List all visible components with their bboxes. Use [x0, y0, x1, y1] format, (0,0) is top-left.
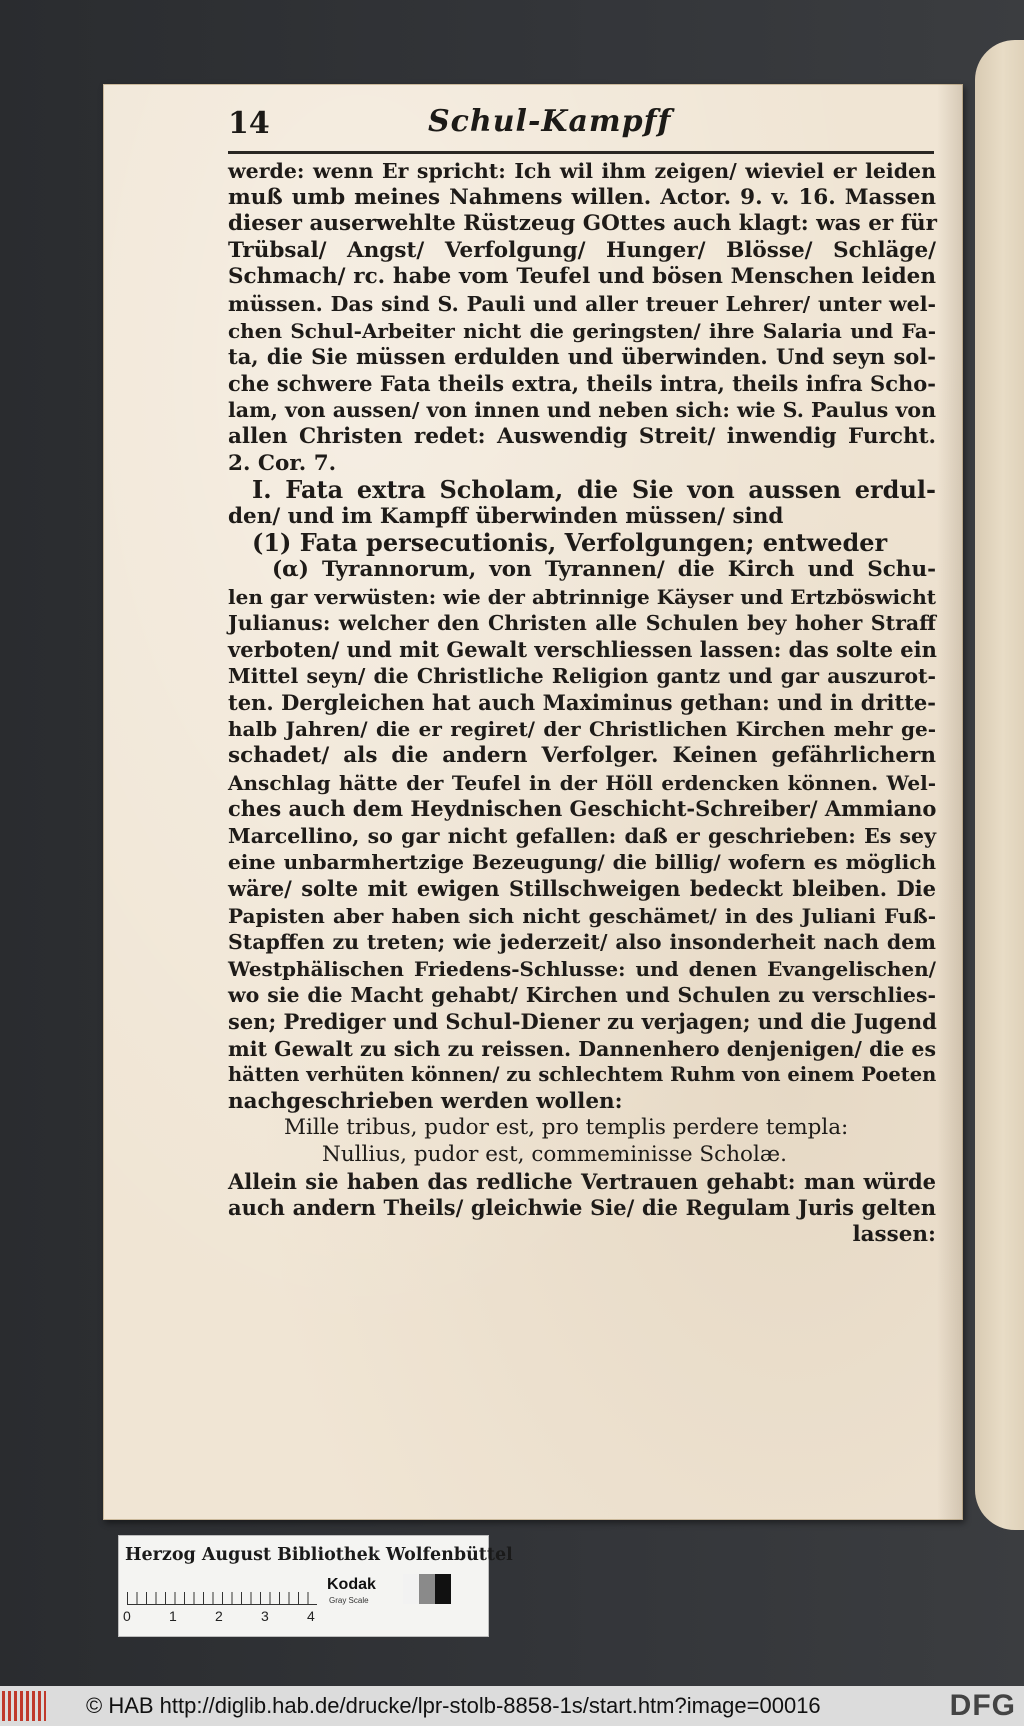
text-line: ten. Dergleichen hat auch Maximinus gethan: und in dritte- [228, 689, 936, 715]
text-line: (α) Tyrannorum, von Tyrannen/ die Kirch und Schu- [272, 556, 936, 582]
text-line: 2. Cor. 7. [228, 450, 337, 476]
text-line: Mittel seyn/ die Christliche Religion gantz und gar auszurot- [228, 664, 936, 689]
text-line: Mille tribus, pudor est, pro templis perdere templa: [284, 1115, 849, 1141]
gray-patch [435, 1574, 451, 1604]
text-line: hätten verhüten können/ zu schlechtem Ruhm von einem Poeten [228, 1063, 937, 1087]
text-line: Westphälischen Friedens-Schlusse: und denen Evangelischen/ [228, 956, 936, 981]
footer-bar [0, 1686, 1024, 1726]
text-line: ta, die Sie müssen erdulden und überwinden. Und seyn sol- [228, 344, 936, 370]
dfg-logo: DFG [949, 1689, 1016, 1722]
text-line: halb Jahren/ die er regiret/ der Christlichen Kirchen mehr ge- [228, 717, 936, 742]
text-line: verboten/ und mit Gewalt verschliessen lassen: das solte ein [228, 636, 937, 662]
text-line: muß umb meines Nahmens willen. Actor. 9. v. 16. Massen [228, 184, 936, 210]
text-line: schadet/ als die andern Verfolger. Keinen gefährlichern [228, 743, 936, 769]
text-line: len gar verwüsten: wie der abtrinnige Käyser und Ertzböswicht [228, 584, 936, 609]
text-line: werde: wenn Er spricht: Ich wil ihm zeigen/ wieviel er leiden [228, 159, 936, 183]
hab-logo-icon [2, 1691, 46, 1721]
footer-credit-link[interactable]: © HAB http://diglib.hab.de/drucke/lpr-stolb-8858-1s/start.htm?image=00016 [86, 1693, 821, 1718]
library-color-scale-label [118, 1535, 513, 1637]
text-line: auch andern Theils/ gleichwie Sie/ die Regulam Juris gelten [228, 1195, 936, 1221]
header-rule [228, 151, 934, 154]
text-line: wo sie die Macht gehabt/ Kirchen und Schulen zu verschlies- [228, 983, 936, 1008]
text-line: den/ und im Kampff überwinden müssen/ sind [228, 503, 784, 529]
text-line: Allein sie haben das redliche Vertrauen gehabt: man würde [228, 1168, 936, 1194]
gray-patch [419, 1574, 435, 1604]
scale-number: 4 [307, 1608, 315, 1624]
text-line: lam, von aussen/ von innen und neben sich: wie S. Paulus von [228, 398, 936, 423]
text-line: dieser auserwehlte Rüstzeug GOttes auch klagt: was er für [228, 211, 937, 237]
kodak-brand: Kodak [327, 1576, 376, 1593]
page-number: 14 [228, 106, 270, 141]
text-line: allen Christen redet: Auswendig Streit/ inwendig Furcht. [228, 423, 936, 449]
text-line: wäre/ solte mit ewigen Stillschweigen bedeckt bleiben. Die [228, 876, 936, 902]
scale-number: 0 [123, 1608, 131, 1624]
text-line: sen; Prediger und Schul-Diener zu verjagen; und die Jugend [228, 1009, 937, 1034]
library-name: Herzog August Bibliothek Wolfenbüttel [125, 1545, 513, 1565]
text-line: eine unbarmhertzige Bezeugung/ die billig/ wofern es möglich [228, 850, 936, 875]
text-line: mit Gewalt zu sich zu reissen. Dannenhero denjenigen/ die es [228, 1036, 936, 1061]
text-line: Papisten aber haben sich nicht geschämet/ in des Juliani Fuß- [228, 903, 936, 928]
text-line: nachgeschrieben werden wollen: [228, 1088, 623, 1114]
text-line: che schwere Fata theils extra, theils intra, theils infra Scho- [228, 370, 936, 396]
text-block [228, 158, 936, 1248]
text-line: Anschlag hätte der Teufel in der Höll erdencken können. Wel- [228, 770, 936, 795]
scale-number: 2 [215, 1608, 223, 1624]
text-line: müssen. Das sind S. Pauli und aller treuer Lehrer/ unter wel- [228, 291, 936, 316]
text-line: Marcellino, so gar nicht gefallen: daß er geschrieben: Es sey [228, 823, 936, 848]
text-line: I. Fata extra Scholam, die Sie von aussen erdul- [252, 475, 936, 505]
gutter-shadow [937, 84, 963, 1520]
text-line: ches auch dem Heydnischen Geschicht-Schreiber/ Ammiano [228, 796, 937, 822]
text-line: Schmach/ rc. habe vom Teufel und bösen Menschen leiden [228, 264, 936, 290]
scale-ruler [127, 1582, 317, 1605]
text-line: Nullius, pudor est, commeminisse Scholæ. [322, 1141, 787, 1167]
text-line: Stapffen zu treten; wie jederzeit/ also insonderheit nach dem [228, 930, 936, 955]
text-line: (1) Fata persecutionis, Verfolgungen; entweder [252, 528, 888, 558]
scale-number: 1 [169, 1608, 177, 1624]
scale-number: 3 [261, 1608, 269, 1624]
page-header [228, 106, 932, 150]
kodak-subtitle: Gray Scale [329, 1596, 369, 1605]
text-line: lassen: [852, 1221, 936, 1247]
running-head: Schul-Kampff [428, 104, 672, 139]
scale-numbers [123, 1608, 323, 1626]
text-line: Trübsal/ Angst/ Verfolgung/ Hunger/ Blösse/ Schläge/ [228, 237, 936, 263]
text-line: Julianus: welcher den Christen alle Schulen bey hoher Straff [228, 611, 936, 636]
gray-patch [403, 1574, 419, 1604]
text-line: chen Schul-Arbeiter nicht die geringsten/ ihre Salaria und Fa- [228, 318, 936, 343]
gray-scale-patches [403, 1574, 451, 1604]
adjacent-page-edge [975, 40, 1024, 1530]
